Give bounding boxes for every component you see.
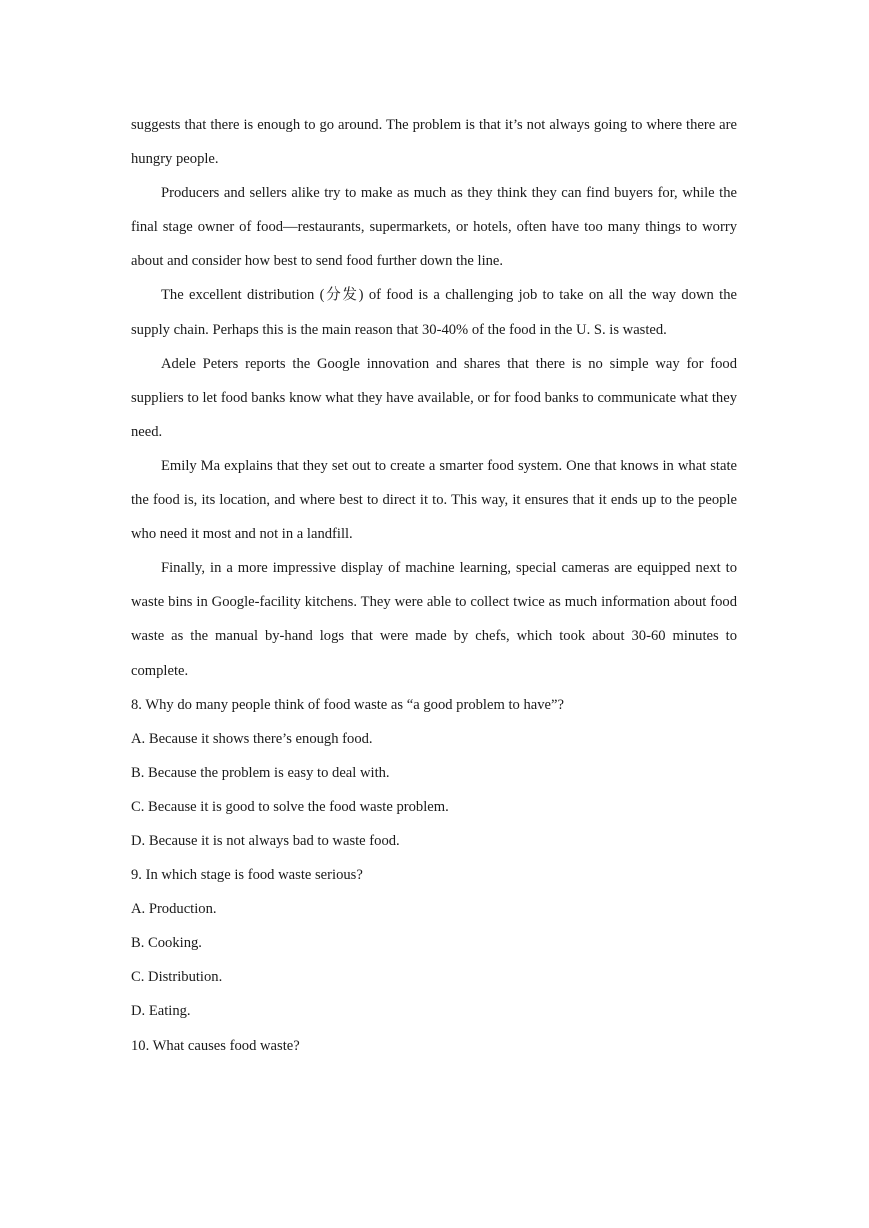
option-c: C. Because it is good to solve the food waste problem. xyxy=(131,798,449,815)
question-9 xyxy=(131,858,737,1028)
question-10 xyxy=(131,1029,737,1063)
document-page xyxy=(131,108,737,1063)
question-stem: 9. In which stage is food waste serious? xyxy=(131,867,363,884)
passage-paragraph: The excellent distribution (分发) of food is a challenging job to take on all the way down the supply chain. Perhaps this is the main reason that 30-40% of the food in the U. S. is wasted. xyxy=(131,287,737,338)
passage-paragraph: Emily Ma explains that they set out to create a smarter food system. One that knows in what state the food is, its location, and where best to direct it to. This way, it ensures that it ends up to the people who need it most and not in a landfill. xyxy=(131,457,737,543)
passage-paragraph: Adele Peters reports the Google innovation and shares that there is no simple way for food suppliers to let food banks know what they have available, or for food banks to communicate what they need. xyxy=(131,355,737,440)
option-a: A. Because it shows there’s enough food. xyxy=(131,730,373,747)
option-a: A. Production. xyxy=(131,901,217,918)
option-b: B. Because the problem is easy to deal with. xyxy=(131,764,390,781)
option-d: D. Because it is not always bad to waste food. xyxy=(131,832,400,849)
option-c: C. Distribution. xyxy=(131,969,223,986)
option-b: B. Cooking. xyxy=(131,935,202,952)
question-stem: 10. What causes food waste? xyxy=(131,1037,300,1054)
question-8 xyxy=(131,688,737,858)
passage-paragraph: Producers and sellers alike try to make as much as they think they can find buyers for, while the final stage owner of food—restaurants, supermarkets, or hotels, often have too many things to worry about and consider how best to send food further down the line. xyxy=(131,185,737,270)
option-d: D. Eating. xyxy=(131,1003,191,1020)
passage-paragraph: Finally, in a more impressive display of machine learning, special cameras are equipped next to waste bins in Google-facility kitchens. They were able to collect twice as much information about food waste as the manual by-hand logs that were made by chefs, which took about 30-60 minutes to complete. xyxy=(131,560,737,679)
question-stem: 8. Why do many people think of food waste as “a good problem to have”? xyxy=(131,696,564,713)
passage-paragraph-continued: suggests that there is enough to go around. The problem is that it’s not always going to where there are hungry people. xyxy=(131,117,737,168)
